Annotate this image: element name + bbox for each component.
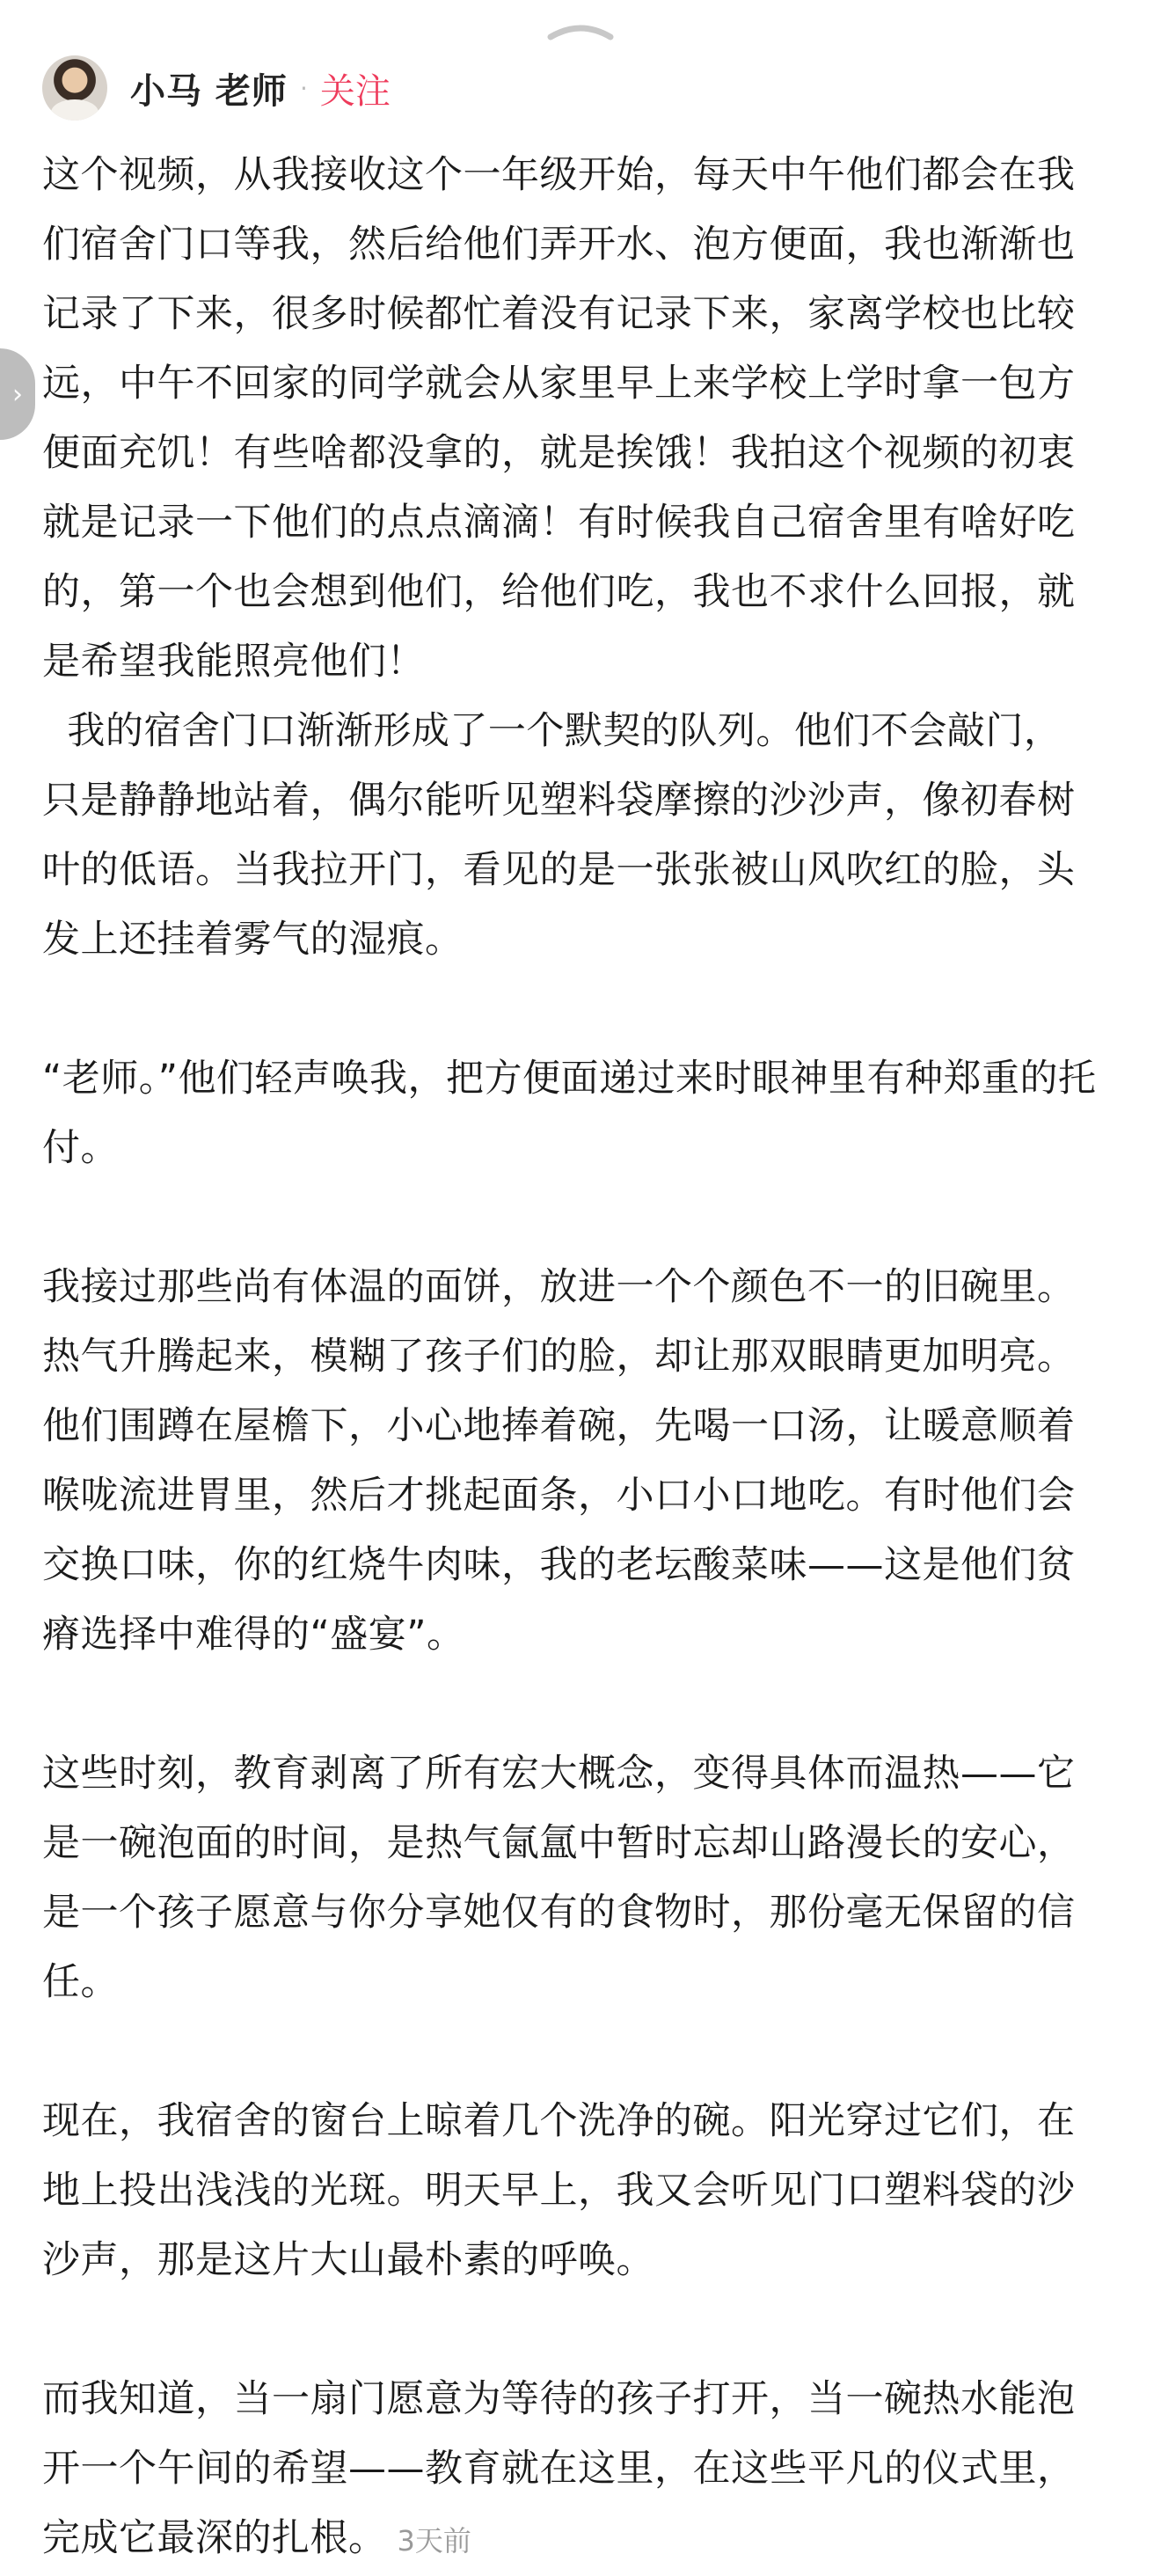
chevron-right-icon: ›: [12, 378, 23, 410]
post-paragraph-4: 我接过那些尚有体温的面饼，放进一个个颜色不一的旧碗里。热气升腾起来，模糊了孩子们的脸，却让那双眼睛更加明亮。他们围蹲在屋檐下，小心地捧着碗，先喝一口汤，让暖意顺着喉咙流进胃里，然后才挑起面条，小口小口地吃。有时他们会交换口味，你的红烧牛肉味，我的老坛酸菜味——这是他们贫瘠选择中难得的“盛宴”。: [42, 1265, 1076, 1657]
header-separator: ·: [299, 73, 308, 103]
post-paragraph-1: 这个视频，从我接收这个一年级开始，每天中午他们都会在我们宿舍门口等我，然后给他们弄开水、泡方便面，我也渐渐也记录了下来，很多时候都忙着没有记录下来，家离学校也比较远，中午不回家的同学就会从家里早上来学校上学时拿一包方便面充饥！有些啥都没拿的，就是挨饿！我拍这个视频的初衷就是记录一下他们的点点滴滴！有时候我自己宿舍里有啥好吃的，第一个也会想到他们，给他们吃，我也不求什么回报，就是希望我能照亮他们！: [42, 153, 1076, 684]
post-paragraph-3: “老师。”他们轻声唤我，把方便面递过来时眼神里有种郑重的托付。: [42, 1057, 1097, 1170]
post-paragraph-5: 这些时刻，教育剥离了所有宏大概念，变得具体而温热——它是一碗泡面的时间，是热气氤氲中暂时忘却山路漫长的安心，是一个孩子愿意与你分享她仅有的食物时，那份毫无保留的信任。: [42, 1752, 1076, 2004]
sheet-grab-handle[interactable]: [545, 19, 616, 42]
post-paragraph-2: 我的宿舍门口渐渐形成了一个默契的队列。他们不会敲门，只是静静地站着，偶尔能听见塑料袋摩擦的沙沙声，像初春树叶的低语。当我拉开门，看见的是一张张被山风吹红的脸，头发上还挂着雾气的湿痕。: [42, 709, 1076, 962]
post-paragraph-7-text: 而我知道，当一扇门愿意为等待的孩子打开，当一碗热水能泡开一个午间的希望——教育就在这里，在这些平凡的仪式里，完成它最深的扎根。: [42, 2377, 1076, 2560]
post-body: [42, 141, 1098, 2576]
post-header: [42, 53, 391, 123]
post-paragraph-6: 现在，我宿舍的窗台上晾着几个洗净的碗。阳光穿过它们，在地上投出浅浅的光斑。明天早上，我又会听见门口塑料袋的沙沙声，那是这片大山最朴素的呼唤。: [42, 2099, 1076, 2282]
author-username[interactable]: 小马 老师: [130, 70, 288, 112]
post-paragraph-7: [42, 2365, 1098, 2576]
author-avatar[interactable]: [42, 55, 107, 121]
follow-button[interactable]: 关注: [319, 70, 391, 112]
post-time: 3天前: [397, 2524, 471, 2558]
side-expand-tab[interactable]: [0, 348, 35, 440]
